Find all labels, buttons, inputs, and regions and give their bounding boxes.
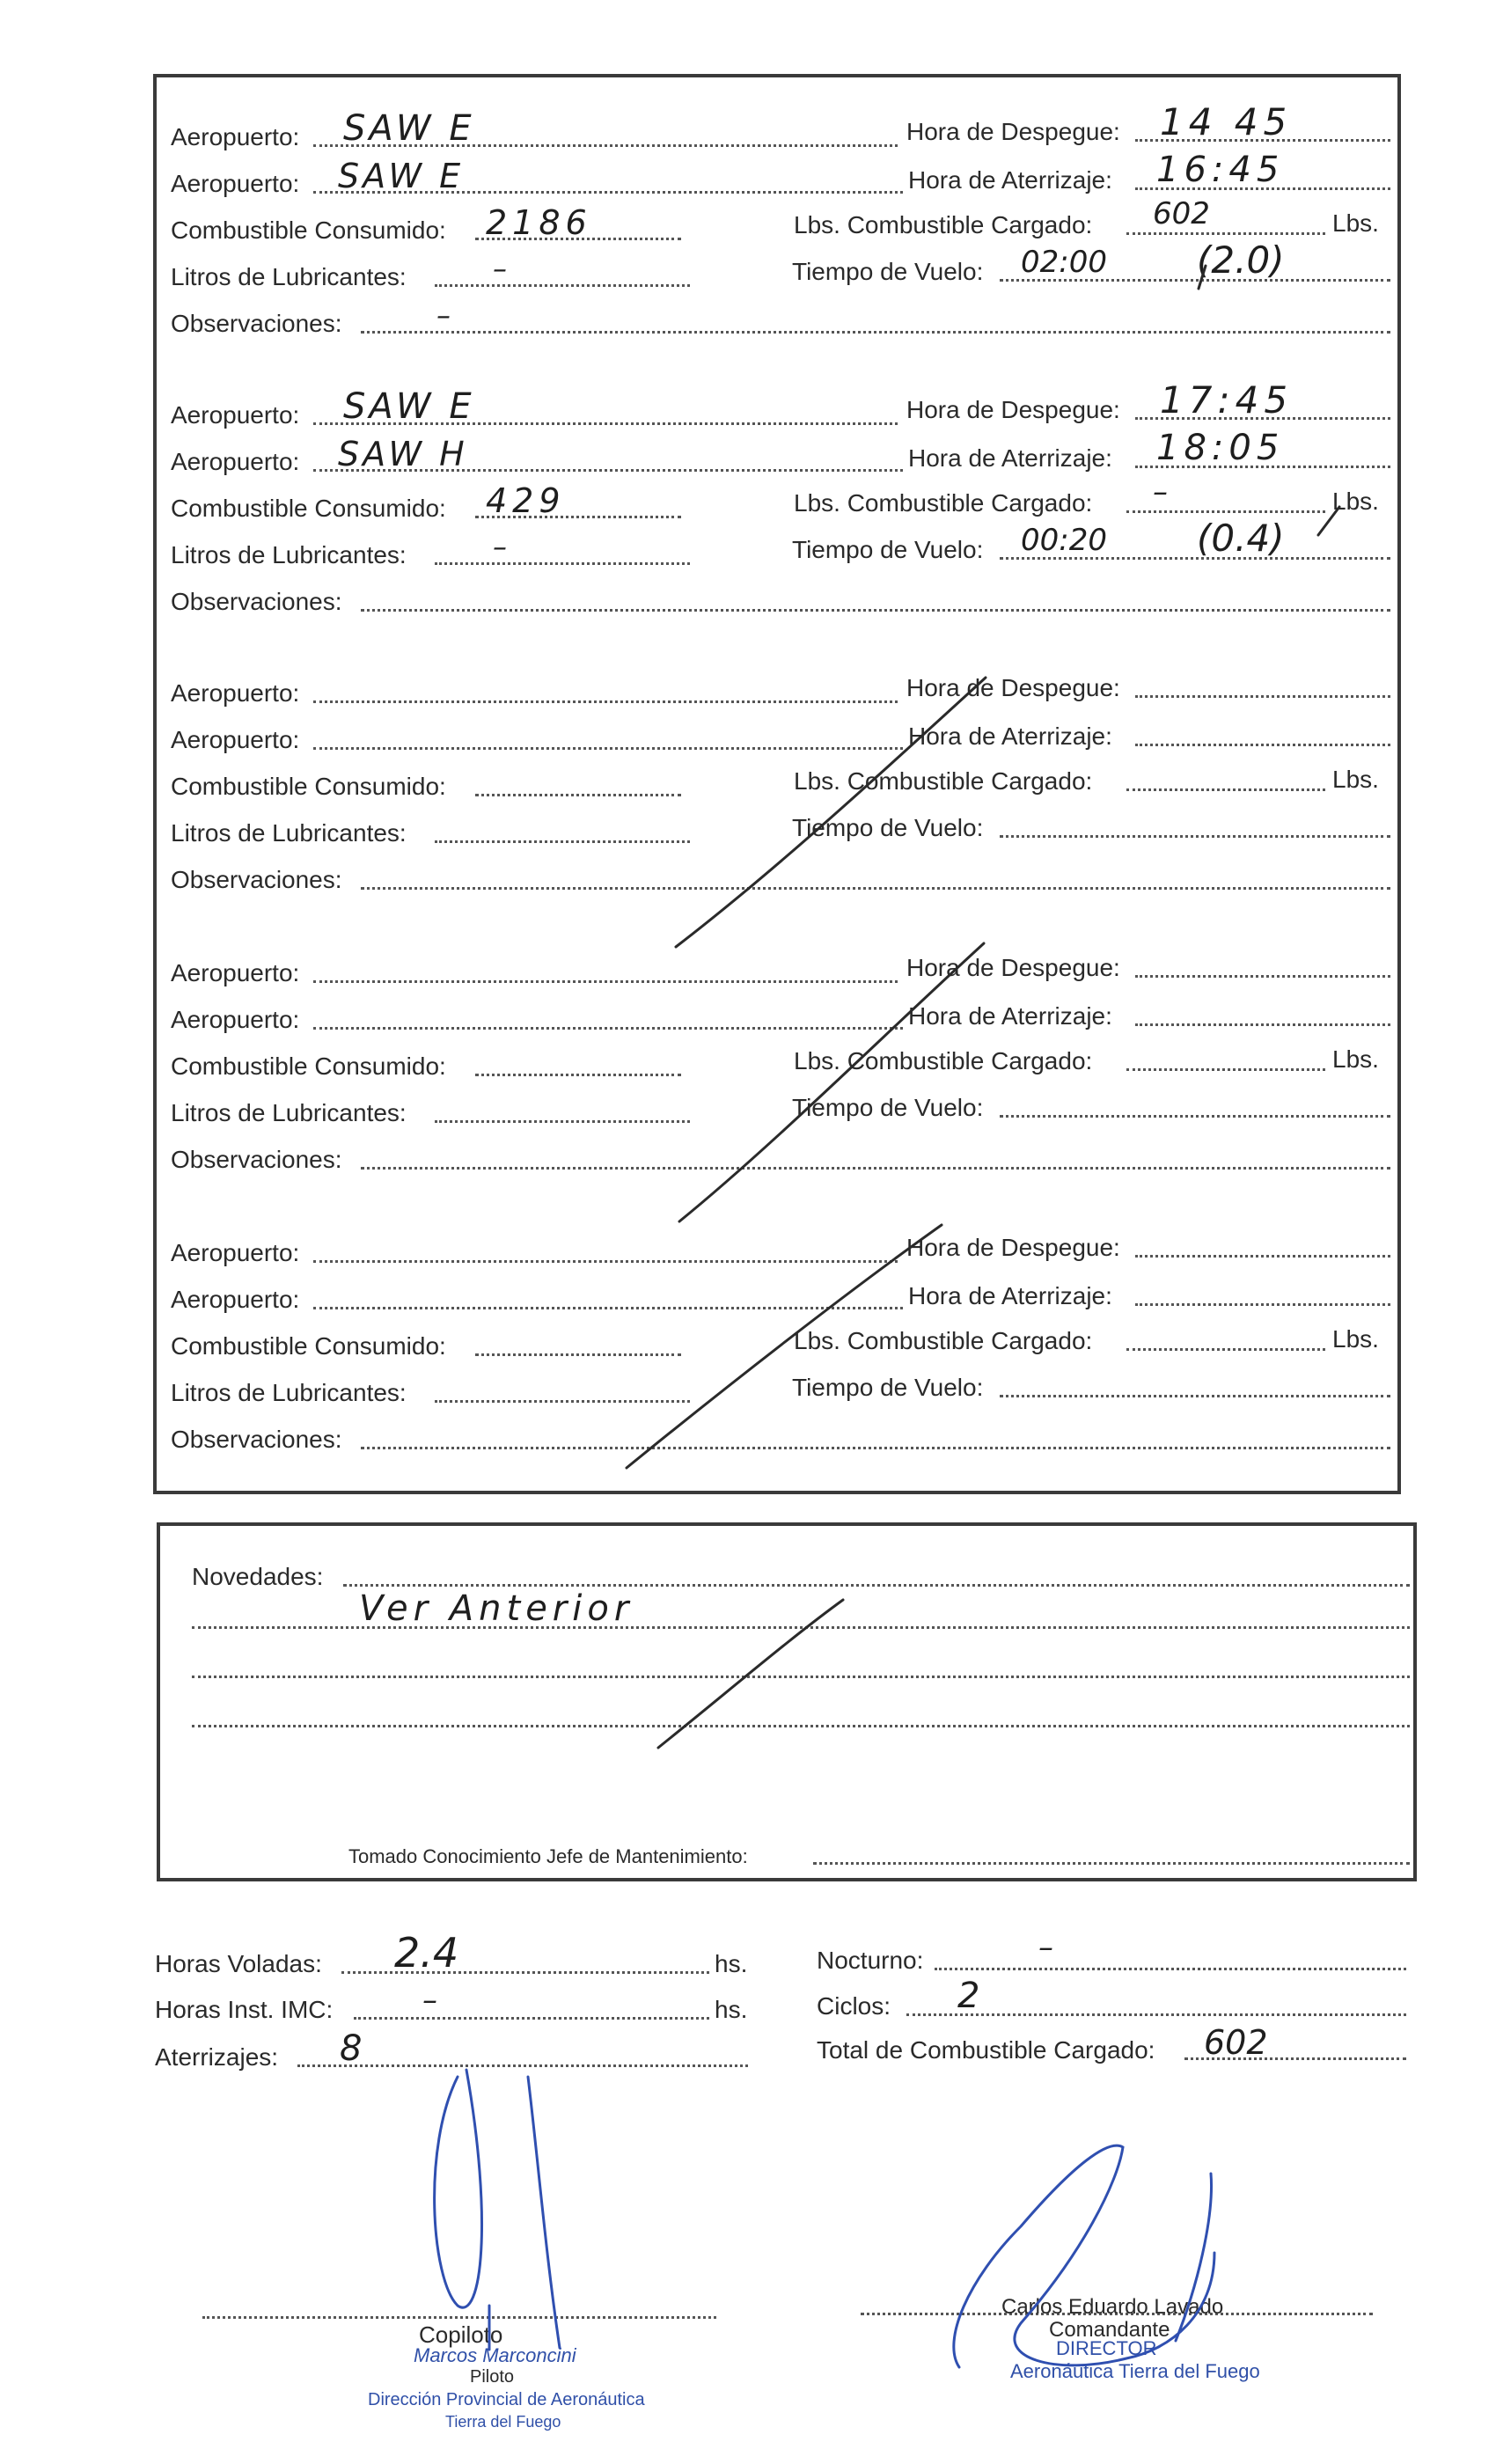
copilot-signature-line	[202, 2316, 716, 2319]
fuel-loaded-label-3: Lbs. Combustible Cargado:	[794, 767, 1093, 795]
entry-1-airport-from: SAW E	[343, 108, 475, 149]
fuel-used-line-5	[475, 1353, 681, 1356]
novedades-line-1	[343, 1584, 1410, 1587]
entry-2-airport-to: SAW H	[338, 435, 468, 473]
novedades-line-4	[192, 1725, 1410, 1727]
fuel-used-label-5: Combustible Consumido:	[171, 1332, 446, 1360]
total-fuel-value: 602	[1204, 2023, 1268, 2062]
commander-org: Aeronáutica Tierra del Fuego	[1010, 2360, 1260, 2382]
copilot-label: Copiloto	[419, 2321, 503, 2348]
entry-2-takeoff: 17:45	[1160, 378, 1294, 422]
airport-to-label-4: Aeropuerto:	[171, 1006, 300, 1033]
airport-from-label-2: Aeropuerto:	[171, 401, 300, 429]
landings-line	[297, 2064, 748, 2067]
hours-flown-label: Horas Voladas:	[155, 1950, 322, 1977]
lubricants-label-1: Litros de Lubricantes:	[171, 263, 407, 290]
night-value: –	[1038, 1930, 1053, 1965]
maintenance-ack-label: Tomado Conocimiento Jefe de Mantenimiento:	[348, 1845, 748, 1867]
flight-time-line-4	[1000, 1115, 1390, 1118]
entry-1-takeoff: 14 45	[1160, 100, 1293, 143]
night-line	[935, 1968, 1406, 1970]
flight-time-label-1: Tiempo de Vuelo:	[792, 258, 984, 285]
landings-value: 8	[340, 2028, 363, 2069]
fuel-used-line-4	[475, 1074, 681, 1076]
lubricants-label-3: Litros de Lubricantes:	[171, 819, 407, 847]
entry-2-flight-time: 00:20	[1021, 523, 1107, 558]
novedades-note: Ver Anterior	[359, 1588, 634, 1629]
airport-from-label-4: Aeropuerto:	[171, 959, 300, 986]
landings-label: Aterrizajes:	[155, 2043, 279, 2071]
airport-from-line-4	[313, 980, 898, 983]
observations-line-2	[361, 609, 1390, 612]
fuel-loaded-line-4	[1126, 1068, 1325, 1071]
entry-2-fuel-loaded: –	[1153, 474, 1168, 510]
entry-2-fuel-used: 429	[486, 481, 566, 520]
lubricants-label-5: Litros de Lubricantes:	[171, 1379, 407, 1406]
entry-2-lubricants: –	[493, 530, 507, 563]
observations-line-5	[361, 1447, 1390, 1449]
observations-line-4	[361, 1167, 1390, 1170]
airport-from-line-3	[313, 700, 898, 703]
commander-label: Comandante	[1049, 2318, 1170, 2342]
flight-time-line-5	[1000, 1395, 1390, 1397]
hours-flown-unit: hs.	[715, 1950, 748, 1977]
total-fuel-label: Total de Combustible Cargado:	[817, 2036, 1155, 2064]
entry-1-flight-time: 02:00	[1021, 245, 1107, 280]
landing-label-5: Hora de Aterrizaje:	[908, 1282, 1112, 1309]
flight-time-label-3: Tiempo de Vuelo:	[792, 814, 984, 841]
airport-to-line-3	[313, 747, 903, 750]
imc-value: –	[422, 1983, 437, 2018]
lbs-label-1: Lbs.	[1332, 209, 1379, 237]
fuel-loaded-label-2: Lbs. Combustible Cargado:	[794, 489, 1093, 517]
cycles-line	[906, 2013, 1406, 2016]
flight-time-label-2: Tiempo de Vuelo:	[792, 536, 984, 563]
lubricants-label-2: Litros de Lubricantes:	[171, 541, 407, 568]
flight-time-label-4: Tiempo de Vuelo:	[792, 1094, 984, 1121]
hours-flown-value: 2.4	[394, 1929, 459, 1976]
fuel-loaded-label-4: Lbs. Combustible Cargado:	[794, 1047, 1093, 1074]
takeoff-label-3: Hora de Despegue:	[906, 674, 1120, 701]
landing-line-5	[1135, 1303, 1390, 1306]
fuel-loaded-label-5: Lbs. Combustible Cargado:	[794, 1327, 1093, 1354]
observations-label-5: Observaciones:	[171, 1426, 342, 1453]
takeoff-line-4	[1135, 975, 1390, 978]
imc-unit: hs.	[715, 1996, 748, 2023]
takeoff-label-4: Hora de Despegue:	[906, 954, 1120, 981]
entry-1-landing: 16:45	[1156, 150, 1285, 190]
lbs-label-4: Lbs.	[1332, 1045, 1379, 1073]
commander-name: Carlos Eduardo Lavado	[1001, 2295, 1224, 2319]
entry-1-airport-to: SAW E	[338, 157, 465, 195]
fuel-loaded-line-3	[1126, 788, 1325, 791]
takeoff-line-5	[1135, 1255, 1390, 1258]
entry-2-flight-time-decimal: (0.4)	[1197, 517, 1285, 560]
entry-2-airport-from: SAW E	[343, 386, 475, 427]
fuel-loaded-line-2	[1126, 510, 1325, 513]
lbs-label-5: Lbs.	[1332, 1325, 1379, 1353]
fuel-loaded-line-1	[1126, 232, 1325, 235]
observations-label-1: Observaciones:	[171, 310, 342, 337]
landing-line-4	[1135, 1023, 1390, 1026]
copilot-signature	[435, 2070, 560, 2350]
airport-from-line-5	[313, 1260, 898, 1263]
takeoff-line-3	[1135, 695, 1390, 698]
landing-line-3	[1135, 744, 1390, 746]
entry-1-lubricants: –	[493, 252, 507, 285]
takeoff-label-1: Hora de Despegue:	[906, 118, 1120, 145]
lbs-label-3: Lbs.	[1332, 766, 1379, 793]
fuel-used-label-1: Combustible Consumido:	[171, 216, 446, 244]
maintenance-ack-line	[813, 1862, 1410, 1865]
novedades-box	[157, 1522, 1417, 1881]
copilot-org: Dirección Provincial de Aeronáutica	[368, 2390, 645, 2409]
copilot-name: Marcos Marconcini	[414, 2344, 576, 2366]
lubricants-line-1	[435, 284, 690, 287]
fuel-loaded-line-5	[1126, 1348, 1325, 1351]
entry-1-fuel-used: 2186	[486, 203, 592, 242]
airport-to-label-5: Aeropuerto:	[171, 1286, 300, 1313]
novedades-label: Novedades:	[192, 1563, 324, 1590]
airport-to-label-2: Aeropuerto:	[171, 448, 300, 475]
observations-label-3: Observaciones:	[171, 866, 342, 893]
landing-label-3: Hora de Aterrizaje:	[908, 722, 1112, 750]
lubricants-line-2	[435, 562, 690, 565]
fuel-used-label-3: Combustible Consumido:	[171, 773, 446, 800]
fuel-used-line-3	[475, 794, 681, 796]
copilot-role: Piloto	[470, 2367, 515, 2387]
observations-line-3	[361, 887, 1390, 890]
lubricants-line-4	[435, 1120, 690, 1123]
airport-from-label-3: Aeropuerto:	[171, 679, 300, 707]
commander-role: DIRECTOR	[1056, 2337, 1157, 2359]
cycles-value: 2	[957, 1976, 980, 2016]
landing-label-4: Hora de Aterrizaje:	[908, 1002, 1112, 1030]
flight-time-line-3	[1000, 835, 1390, 838]
entry-1-fuel-loaded: 602	[1153, 196, 1210, 231]
flight-time-label-5: Tiempo de Vuelo:	[792, 1374, 984, 1401]
imc-label: Horas Inst. IMC:	[155, 1996, 334, 2023]
takeoff-label-5: Hora de Despegue:	[906, 1234, 1120, 1261]
observations-line-1	[361, 331, 1390, 334]
landing-label-1: Hora de Aterrizaje:	[908, 166, 1112, 194]
cycles-label: Ciclos:	[817, 1992, 891, 2020]
copilot-org2: Tierra del Fuego	[445, 2413, 561, 2431]
lbs-label-2: Lbs.	[1332, 488, 1379, 515]
entry-1-observations: –	[436, 298, 451, 332]
fuel-used-label-4: Combustible Consumido:	[171, 1052, 446, 1080]
takeoff-label-2: Hora de Despegue:	[906, 396, 1120, 423]
fuel-used-label-2: Combustible Consumido:	[171, 495, 446, 522]
imc-line	[354, 2017, 709, 2020]
airport-to-line-5	[313, 1307, 903, 1309]
airport-to-label-1: Aeropuerto:	[171, 170, 300, 197]
entry-1-flight-time-decimal: (2.0)	[1197, 238, 1285, 282]
airport-from-label-5: Aeropuerto:	[171, 1239, 300, 1266]
landing-label-2: Hora de Aterrizaje:	[908, 444, 1112, 472]
novedades-line-3	[192, 1676, 1410, 1678]
entry-2-landing: 18:05	[1156, 428, 1285, 468]
airport-to-line-4	[313, 1027, 903, 1030]
observations-label-4: Observaciones:	[171, 1146, 342, 1173]
airport-to-label-3: Aeropuerto:	[171, 726, 300, 753]
lubricants-line-5	[435, 1400, 690, 1403]
observations-label-2: Observaciones:	[171, 588, 342, 615]
fuel-loaded-label-1: Lbs. Combustible Cargado:	[794, 211, 1093, 238]
airport-from-label-1: Aeropuerto:	[171, 123, 300, 150]
night-label: Nocturno:	[817, 1947, 924, 1974]
lubricants-label-4: Litros de Lubricantes:	[171, 1099, 407, 1126]
lubricants-line-3	[435, 840, 690, 843]
